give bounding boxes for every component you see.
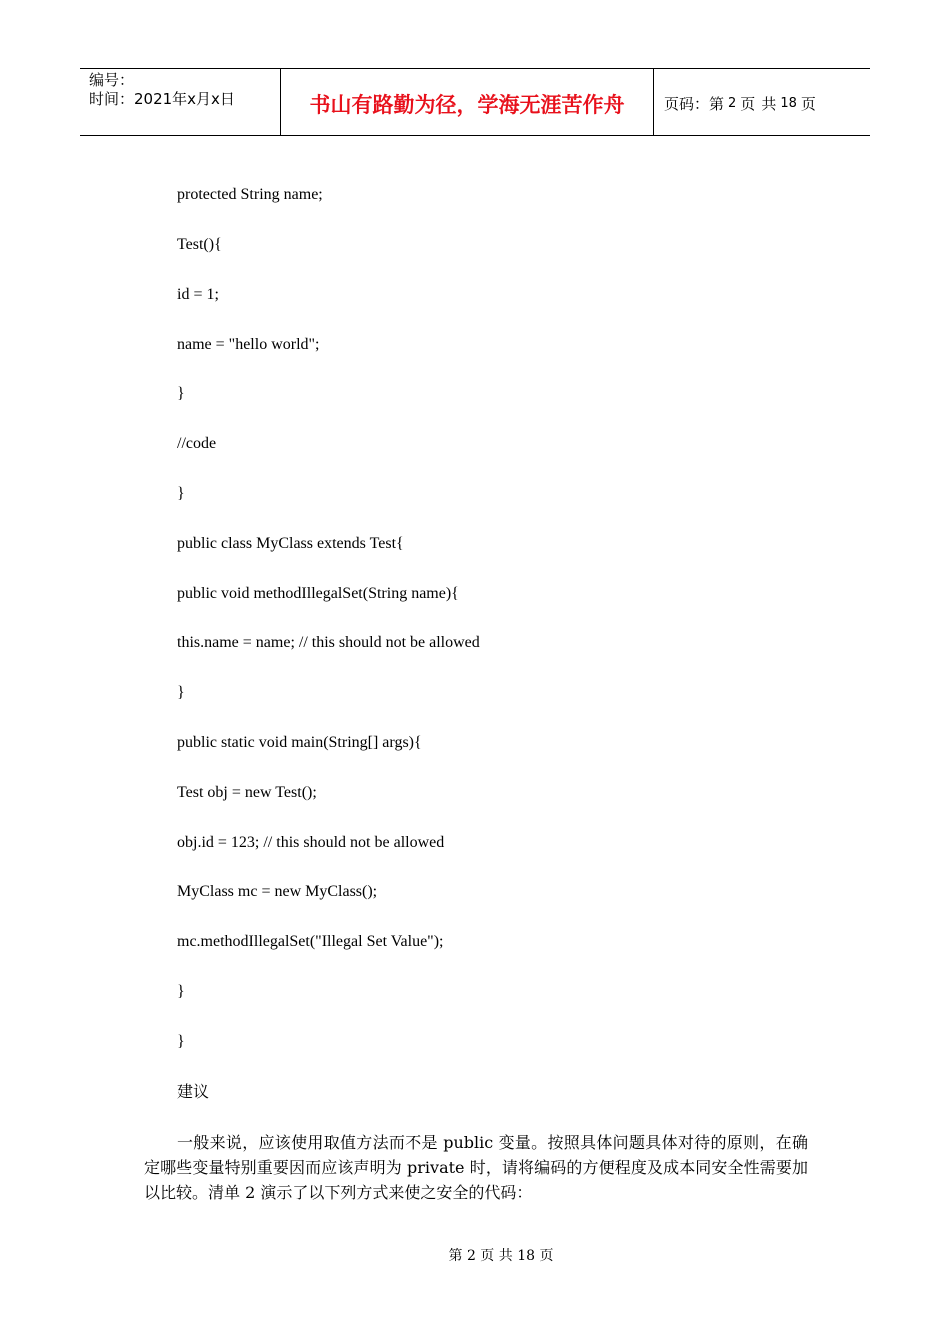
code-line: this.name = name; // this should not be allowed xyxy=(177,634,480,651)
code-line: //code xyxy=(177,435,217,452)
section-heading: 建议 xyxy=(177,1082,210,1101)
page-total: 18 xyxy=(780,95,797,111)
page-footer: 第 2 页 共 18 页 xyxy=(448,1248,554,1264)
page-unit: 页 xyxy=(740,94,756,113)
header-page-info xyxy=(654,69,870,135)
number-label: 编号： xyxy=(89,71,135,89)
code-line: Test(){ xyxy=(177,236,222,253)
page-header xyxy=(80,68,870,136)
code-line: } xyxy=(177,983,185,1000)
code-line: } xyxy=(177,385,185,402)
code-line: public static void main(String[] args){ xyxy=(177,734,422,751)
header-motto: 书山有路勤为径，学海无涯苦作舟 xyxy=(281,69,654,135)
header-meta xyxy=(80,69,281,135)
total-unit: 页 xyxy=(800,94,816,113)
page-current: 2 xyxy=(728,95,737,111)
code-line: MyClass mc = new MyClass(); xyxy=(177,883,378,900)
code-line: obj.id = 123; // this should not be allowed xyxy=(177,834,445,851)
code-line: } xyxy=(177,684,185,701)
code-line: mc.methodIllegalSet("Illegal Set Value"); xyxy=(177,933,444,950)
code-line: id = 1; xyxy=(177,286,219,303)
code-line: protected String name; xyxy=(177,186,323,203)
total-prefix: 共 xyxy=(761,94,777,113)
page-prefix: 页码：第 xyxy=(664,94,725,113)
code-line: } xyxy=(177,1033,185,1050)
code-line: } xyxy=(177,485,185,502)
body-paragraph: 一般来说，应该使用取值方法而不是 public 变量。按照具体问题具体对待的原则，在确定哪些变量特别重要因而应该声明为 private 时，请将编码的方便程度及成本同安全性需要加以比较。清单 2 演示了以下列方式来使之安全的代码： xyxy=(144,1133,808,1202)
time-label: 时间：2021年x月x日 xyxy=(89,90,235,108)
code-line: name = "hello world"; xyxy=(177,336,320,353)
code-line: public class MyClass extends Test{ xyxy=(177,535,404,552)
code-line: Test obj = new Test(); xyxy=(177,784,317,801)
code-line: public void methodIllegalSet(String name){ xyxy=(177,585,459,602)
